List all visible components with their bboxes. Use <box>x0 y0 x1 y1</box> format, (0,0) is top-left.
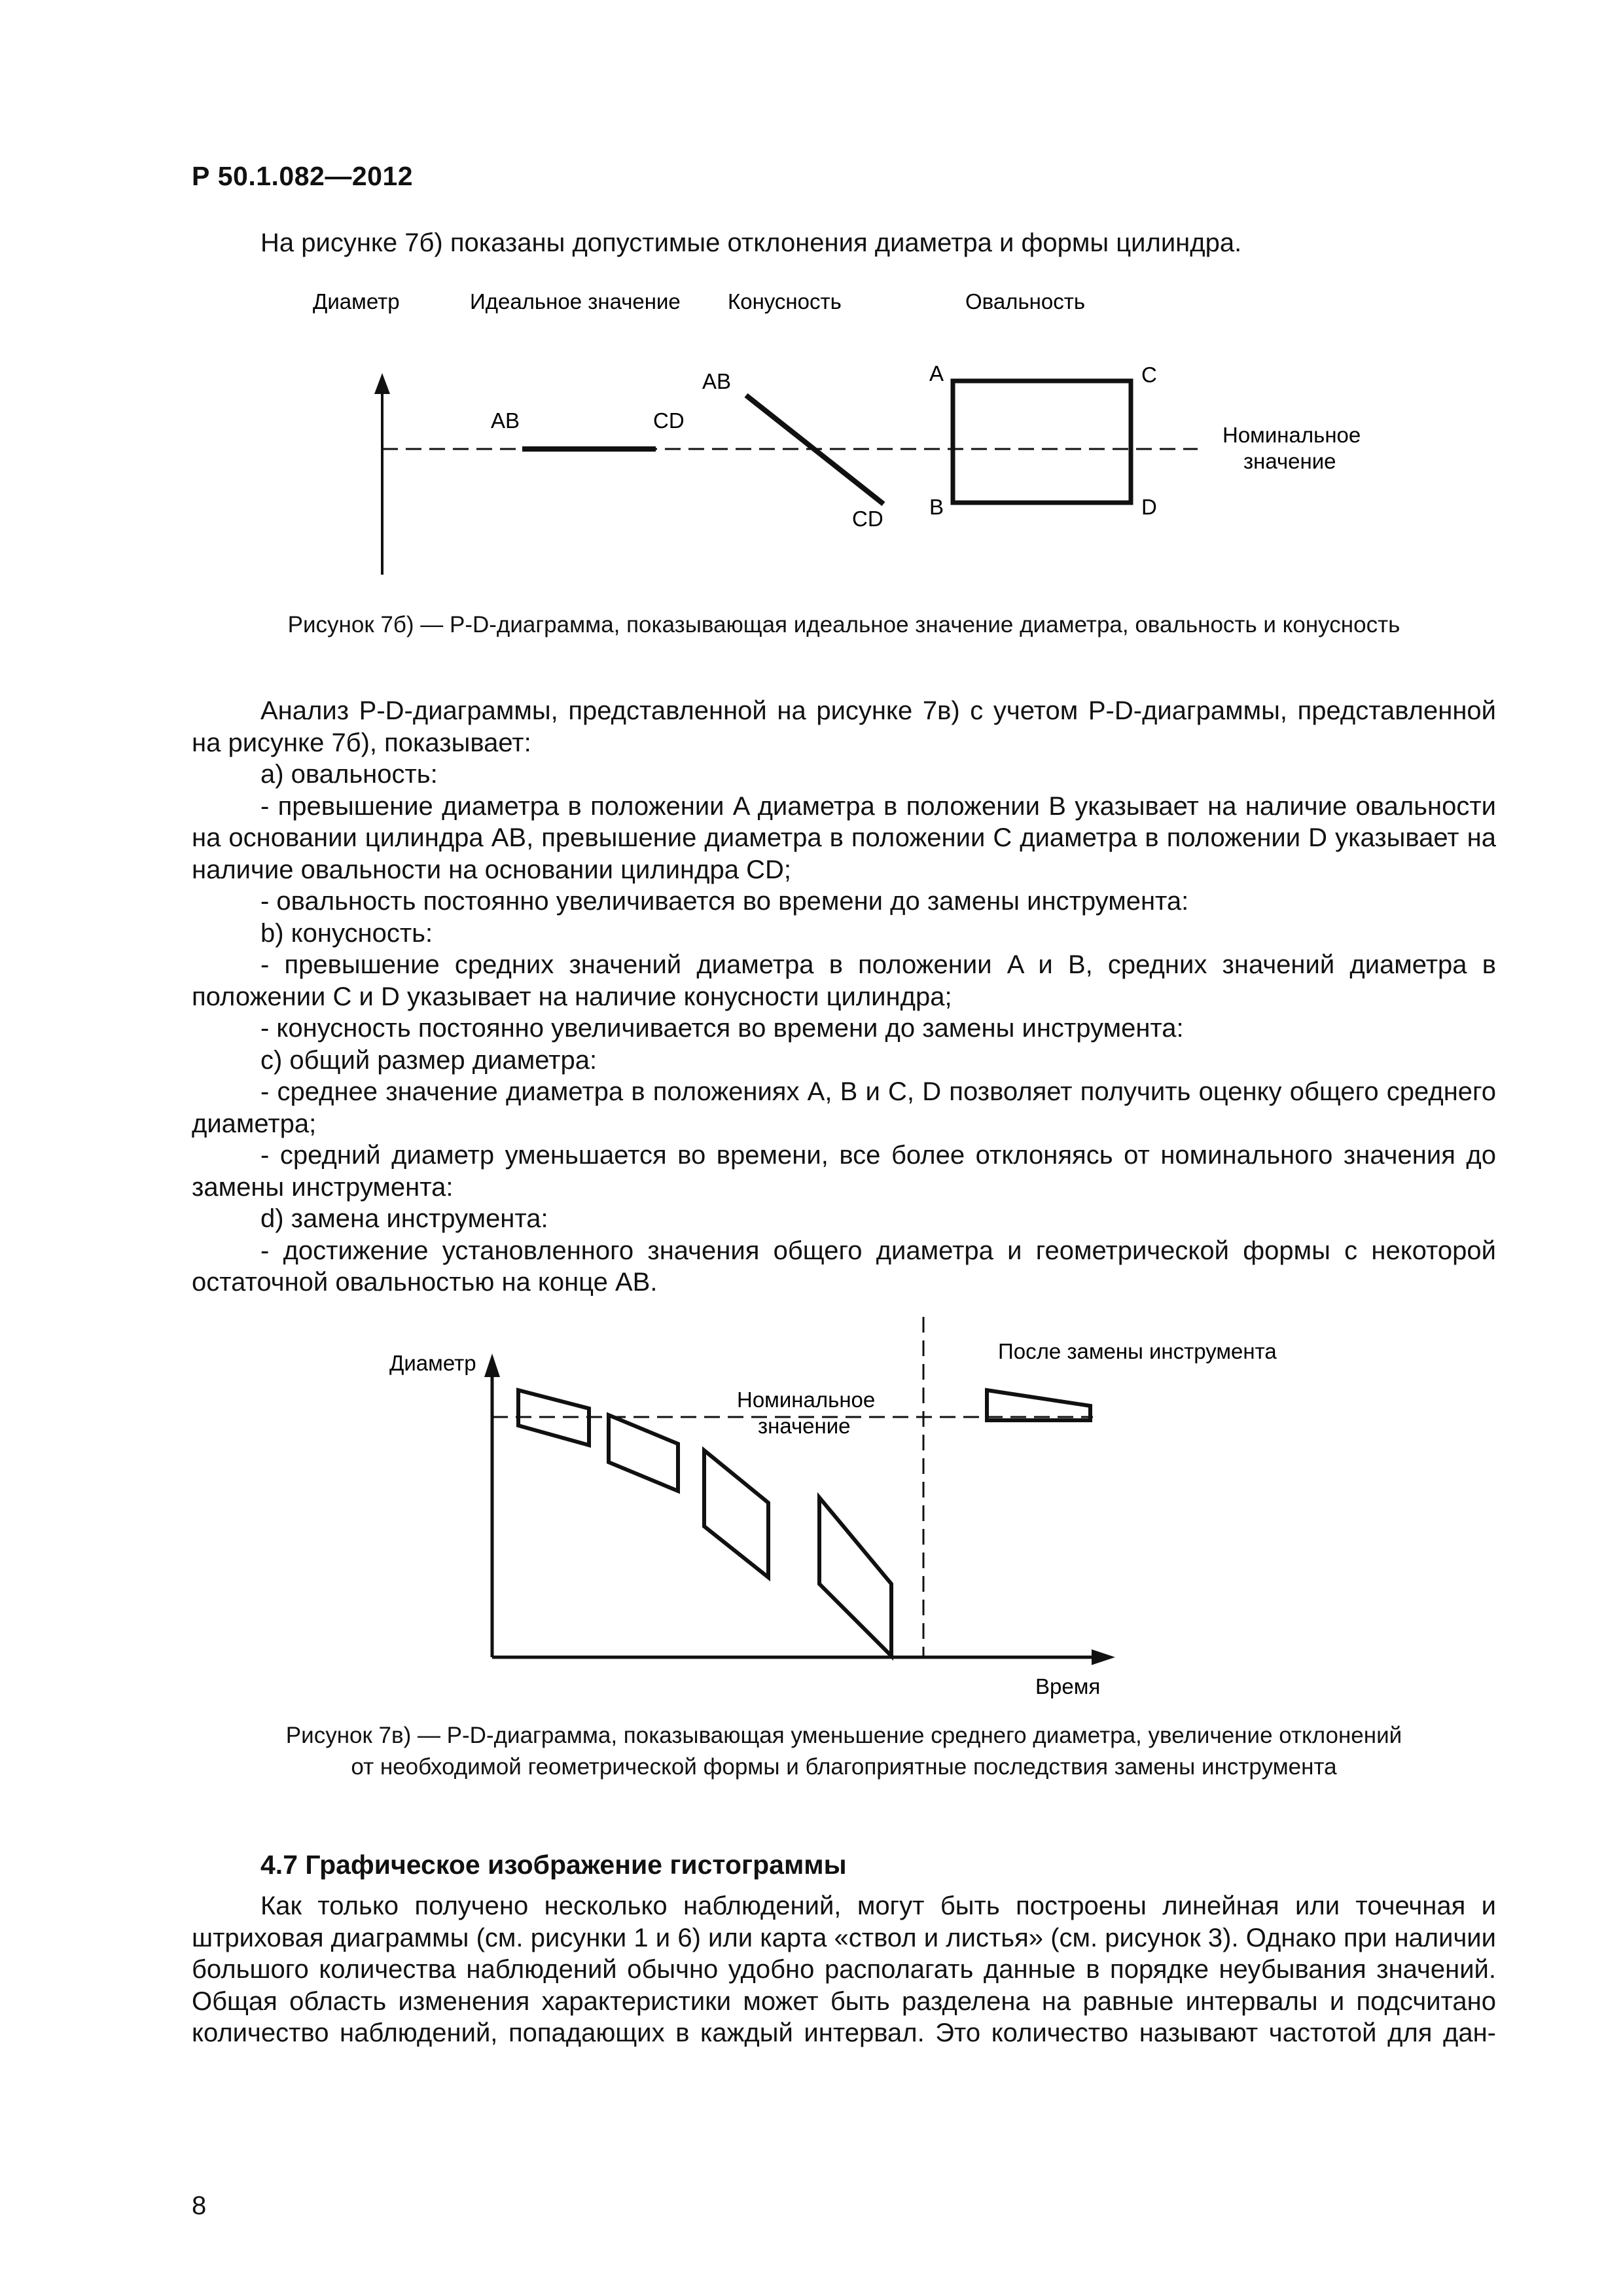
analysis-item-a: a) овальность: <box>260 760 438 789</box>
fig7b-corner-d: D <box>1141 495 1157 519</box>
section-body-block <box>192 1890 1496 2049</box>
intro-text: На рисунке 7б) показаны допустимые отклонения диаметра и формы цилиндра. <box>260 228 1242 257</box>
analysis-paragraph: - превышение средних значений диаметра в положении A и B, средних значений диаметра в положении C и D указывает на наличие конусности цилиндра; <box>192 950 1496 1011</box>
fig7v-nominal-label-1: Номинальное <box>737 1388 876 1412</box>
analysis-item-d: d) замена инструмента: <box>260 1204 548 1233</box>
fig7v-shape-4 <box>819 1498 891 1656</box>
fig7b-y-axis-arrow <box>374 373 390 394</box>
analysis-paragraph: - средний диаметр уменьшается во времени, все более отклоняясь от номинального значения до замены инструмента: <box>192 1141 1496 1202</box>
analysis-item-c: c) общий размер диаметра: <box>260 1045 597 1075</box>
fig7b-corner-a: A <box>929 361 944 386</box>
fig7b-label-ovality: Овальность <box>965 289 1086 314</box>
figure-7v-diagram <box>0 1283 1623 1715</box>
fig7v-after-change-label: После замены инструмента <box>998 1339 1277 1363</box>
fig7b-corner-b: B <box>929 495 944 519</box>
section-body: Как только получено несколько наблюдений, могут быть построены линейная или точечная и штриховая диаграммы (см. рисунки 1 и 6) или карта «ствол и листья» (см. рисунок 3). Однако при наличии большого количества наблюдений обычно удобно располагать данные в порядке неубывания значений. Общая область изменения характеристики может быть разделена на равные интервалы и подсчитано количество наблюдений, попадающих в каждый интервал. Это количество называют частотой для дан- <box>192 1892 1496 2047</box>
fig7v-x-label: Время <box>1035 1674 1101 1698</box>
fig7b-ideal-ab: AB <box>491 408 520 433</box>
fig7b-nominal-label-2: значение <box>1243 449 1336 473</box>
fig7v-shape-2 <box>609 1415 678 1491</box>
fig7v-nominal-label-2: значение <box>758 1414 851 1438</box>
fig7v-y-axis-arrow <box>484 1354 500 1377</box>
analysis-block <box>192 695 1496 1299</box>
fig7b-taper-ab: AB <box>702 369 732 393</box>
fig7b-ovality-rect <box>953 381 1131 503</box>
fig7v-x-axis-arrow <box>1092 1649 1115 1665</box>
figure-7v-caption-line-1: Рисунок 7в) — P-D-диаграмма, показывающая уменьшение среднего диаметра, увеличение отклонений <box>285 1723 1402 1748</box>
figure-7b-caption: Рисунок 7б) — P-D-диаграмма, показывающая идеальное значение диаметра, овальность и конусность <box>287 612 1400 637</box>
analysis-paragraph: - конусность постоянно увеличивается во времени до замены инструмента: <box>260 1014 1184 1043</box>
figure-7v-caption-line-2: от необходимой геометрической формы и благоприятные последствия замены инструмента <box>351 1754 1337 1780</box>
fig7b-label-diameter: Диаметр <box>313 289 400 314</box>
analysis-paragraph: - превышение диаметра в положении A диаметра в положении B указывает на наличие овальности на основании цилиндра AB, превышение диаметра в положении C диаметра в положении D указывает на наличие овальности на основании цилиндра CD; <box>192 791 1496 884</box>
fig7b-corner-c: C <box>1141 363 1157 387</box>
analysis-paragraph: - среднее значение диаметра в положениях A, B и C, D позволяет получить оценку общего среднего диаметра; <box>192 1077 1496 1138</box>
fig7b-label-taper: Конусность <box>728 289 842 314</box>
fig7b-taper-cd: CD <box>852 507 883 531</box>
fig7v-y-label: Диаметр <box>389 1351 476 1375</box>
fig7v-shape-3 <box>704 1450 768 1577</box>
standard-number: Р 50.1.082—2012 <box>192 161 414 191</box>
analysis-paragraph: Анализ P-D-диаграммы, представленной на рисунке 7в) с учетом P-D-диаграммы, представленной на рисунке 7б), показывает: <box>192 696 1496 757</box>
analysis-item-b: b) конусность: <box>260 918 433 948</box>
fig7b-label-ideal: Идеальное значение <box>470 289 681 314</box>
figure-7v-caption <box>192 1720 1496 1783</box>
figure-7b-diagram <box>0 0 1623 655</box>
fig7b-nominal-label-1: Номинальное <box>1222 423 1361 447</box>
section-heading: 4.7 Графическое изображение гистограммы <box>260 1850 847 1880</box>
analysis-paragraph: - достижение установленного значения общего диаметра и геометрической формы с некоторой остаточной овальностью на конце AB. <box>192 1236 1496 1297</box>
fig7b-ideal-cd: CD <box>653 408 685 433</box>
analysis-paragraph: - овальность постоянно увеличивается во времени до замены инструмента: <box>260 887 1189 916</box>
page-number: 8 <box>192 2191 207 2220</box>
fig7v-shape-after <box>987 1390 1090 1420</box>
